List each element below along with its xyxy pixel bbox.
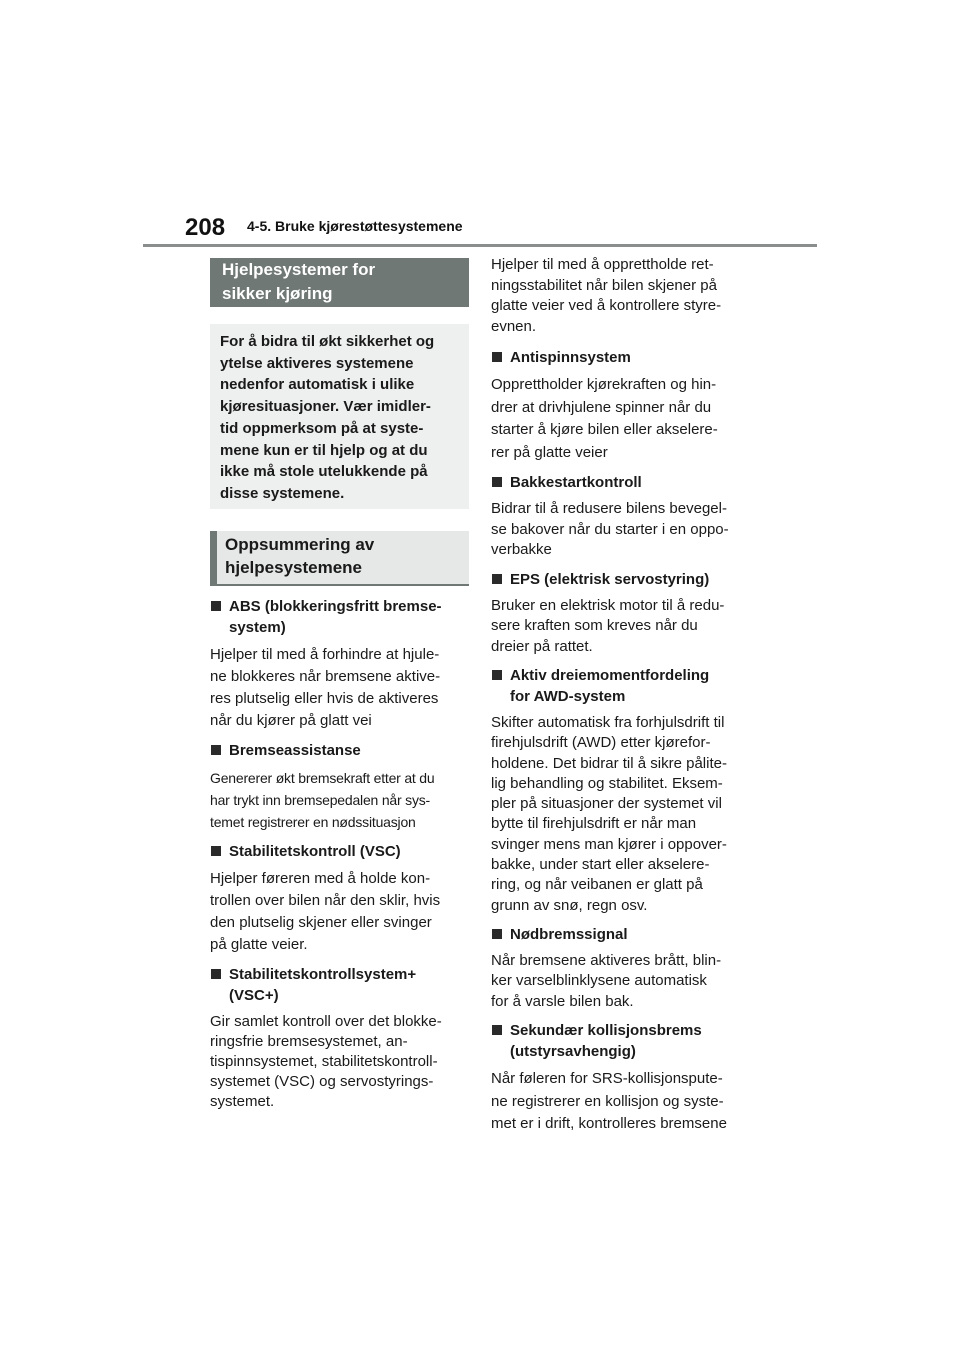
body-line: starter å kjøre bilen eller akselere- [491, 421, 718, 438]
bullet-square-icon [211, 601, 221, 611]
item-heading-secondary-collision-brake [491, 1020, 753, 1062]
section-title-line: Hjelpesystemer for [222, 260, 376, 279]
body-line: ring, og når veibanen er glatt på [491, 876, 703, 894]
body-line: Bidrar til å redusere bilens bevegel- [491, 500, 727, 517]
body-line: evnen. [491, 317, 537, 335]
body-line: grunn av snø, regn osv. [491, 896, 648, 914]
body-line: ningsstabilitet når bilen skjener på [491, 276, 717, 294]
left-column [210, 258, 469, 1112]
body-line: pler på situasjoner der systemet vil [491, 795, 722, 813]
body-line: verbakke [491, 541, 552, 558]
intro-line: nedenfor automatisk i ulike [220, 376, 415, 394]
body-line: systemet (VSC) og servostyrings- [210, 1073, 434, 1090]
bullet-square-icon [492, 1025, 502, 1035]
item-heading-hill-start [491, 472, 753, 493]
item-body-continued [491, 255, 753, 337]
heading-line: Sekundær kollisjonsbrems [510, 1022, 702, 1040]
item-body-vsc [210, 868, 469, 956]
item-heading-vsc-plus [210, 964, 469, 1006]
item-body-abs [210, 644, 469, 732]
section-title [210, 258, 469, 307]
item-body-eps [491, 596, 753, 658]
heading-line: for AWD-system [510, 688, 626, 705]
body-line: ringsfrie bremsesystemet, an- [210, 1033, 408, 1050]
body-line: trollen over bilen når den sklir, hvis [210, 892, 441, 909]
body-line: tispinnsystemet, stabilitetskontroll- [210, 1053, 438, 1070]
bullet-square-icon [492, 477, 502, 487]
body-line: Når bremsene aktiveres brått, blin- [491, 951, 722, 969]
body-line: se bakover når du starter i en oppo- [491, 520, 729, 538]
page-number: 208 [185, 214, 226, 241]
intro-box [210, 324, 469, 509]
intro-line: disse systemene. [220, 484, 345, 502]
item-body-emergency-brake-signal [491, 951, 753, 1013]
heading-line: Antispinnsystem [510, 349, 631, 366]
heading-line: Aktiv dreiemomentfordeling [510, 667, 710, 684]
heading-line: Stabilitetskontroll (VSC) [229, 843, 401, 860]
bullet-square-icon [211, 846, 221, 856]
body-line: holdene. Det bidrar til å sikre pålite- [491, 754, 727, 772]
body-line: den plutselig skjener eller svinger [210, 914, 432, 931]
intro-line: tid oppmerksom på at syste- [220, 419, 424, 437]
body-line: Hjelper til med å forhindre at hjule- [210, 646, 440, 663]
body-line: rer på glatte veier [491, 443, 608, 461]
item-body-secondary-collision-brake [491, 1068, 753, 1136]
body-line: dreier på rattet. [491, 637, 593, 655]
body-line: Genererer økt bremsekraft etter at du [210, 770, 435, 786]
bullet-square-icon [492, 574, 502, 584]
body-line: Opprettholder kjørekraften og hin- [491, 376, 717, 393]
section-title-line: sikker kjøring [222, 284, 333, 303]
body-line: ker varselblinklysene automatisk [491, 972, 707, 990]
intro-line: ytelse aktiveres systemene [220, 354, 414, 372]
heading-line: ABS (blokkeringsfritt bremse- [229, 598, 442, 615]
intro-line: For å bidra til økt sikkerhet og [220, 333, 435, 350]
body-line: for å varsle bilen bak. [491, 992, 634, 1010]
item-heading-vsc [210, 841, 469, 862]
body-line: systemet. [210, 1093, 275, 1110]
heading-line: system) [229, 619, 286, 636]
body-line: sere kraften som kreves når du [491, 617, 698, 634]
body-line: Hjelper føreren med å holde kon- [210, 870, 431, 887]
bullet-square-icon [211, 969, 221, 979]
intro-line: ikke må stole utelukkende på [220, 463, 428, 481]
body-line: Hjelper til med å opprettholde ret- [491, 256, 714, 273]
chapter-title: 4-5. Bruke kjørestøttesystemene [247, 218, 463, 234]
body-line: bakke, under start eller akselere- [491, 856, 710, 874]
header-divider [143, 244, 817, 247]
heading-line: (utstyrsavhengig) [510, 1043, 636, 1061]
heading-line: Nødbremssignal [510, 925, 628, 943]
body-line: på glatte veier. [210, 936, 308, 953]
body-line: lig behandling og stabilitet. Eksem- [491, 774, 723, 792]
body-line: Bruker en elektrisk motor til å redu- [491, 596, 725, 614]
body-line: glatte veier ved å kontrollere styre- [491, 297, 722, 314]
item-body-awd [491, 713, 753, 916]
item-heading-awd [491, 665, 753, 707]
body-line: når du kjører på glatt vei [210, 712, 372, 729]
body-line: Gir samlet kontroll over det blokke- [210, 1013, 442, 1030]
heading-line: Bakkestartkontroll [510, 474, 642, 491]
item-body-vsc-plus [210, 1012, 469, 1112]
summary-title-line: hjelpesystemene [225, 558, 363, 577]
item-heading-eps [491, 569, 753, 590]
item-heading-abs [210, 596, 469, 638]
body-line: har trykt inn bremsepedalen når sys- [210, 792, 431, 808]
heading-line: Stabilitetskontrollsystem+ [229, 966, 417, 983]
bullet-square-icon [492, 670, 502, 680]
item-heading-brake-assist [210, 740, 469, 761]
body-line: Når føleren for SRS-kollisjonspute- [491, 1070, 723, 1088]
body-line: temet registrerer en nødssituasjon [210, 814, 416, 830]
body-line: firehjulsdrift (AWD) etter kjørefor- [491, 734, 711, 752]
intro-line: mene kun er til hjelp og at du [220, 441, 428, 459]
summary-title [210, 531, 469, 586]
item-heading-traction-control [491, 347, 753, 368]
bullet-square-icon [211, 745, 221, 755]
body-line: bytte til firehjulsdrift er når man [491, 815, 697, 833]
heading-line: (VSC+) [229, 987, 279, 1004]
bullet-square-icon [492, 929, 502, 939]
body-line: met er i drift, kontrolleres bremsene [491, 1115, 727, 1133]
body-line: res plutselig eller hvis de aktiveres [210, 690, 439, 707]
body-line: ne registrerer en kollisjon og syste- [491, 1092, 724, 1110]
summary-title-line: Oppsummering av [225, 535, 375, 554]
item-body-brake-assist [210, 767, 469, 833]
intro-line: kjøresituasjoner. Vær imidler- [220, 398, 431, 416]
right-column [491, 255, 753, 1136]
body-line: svinger mens man kjører i oppover- [491, 835, 727, 853]
body-line: ne blokkeres når bremsene aktive- [210, 668, 441, 685]
body-line: Skifter automatisk fra forhjulsdrift til [491, 714, 725, 731]
heading-line: EPS (elektrisk servostyring) [510, 570, 710, 588]
item-body-hill-start [491, 499, 753, 561]
body-line: drer at drivhjulene spinner når du [491, 398, 712, 416]
item-body-traction-control [491, 374, 753, 464]
item-heading-emergency-brake-signal [491, 924, 753, 945]
heading-line: Bremseassistanse [229, 742, 361, 759]
bullet-square-icon [492, 352, 502, 362]
